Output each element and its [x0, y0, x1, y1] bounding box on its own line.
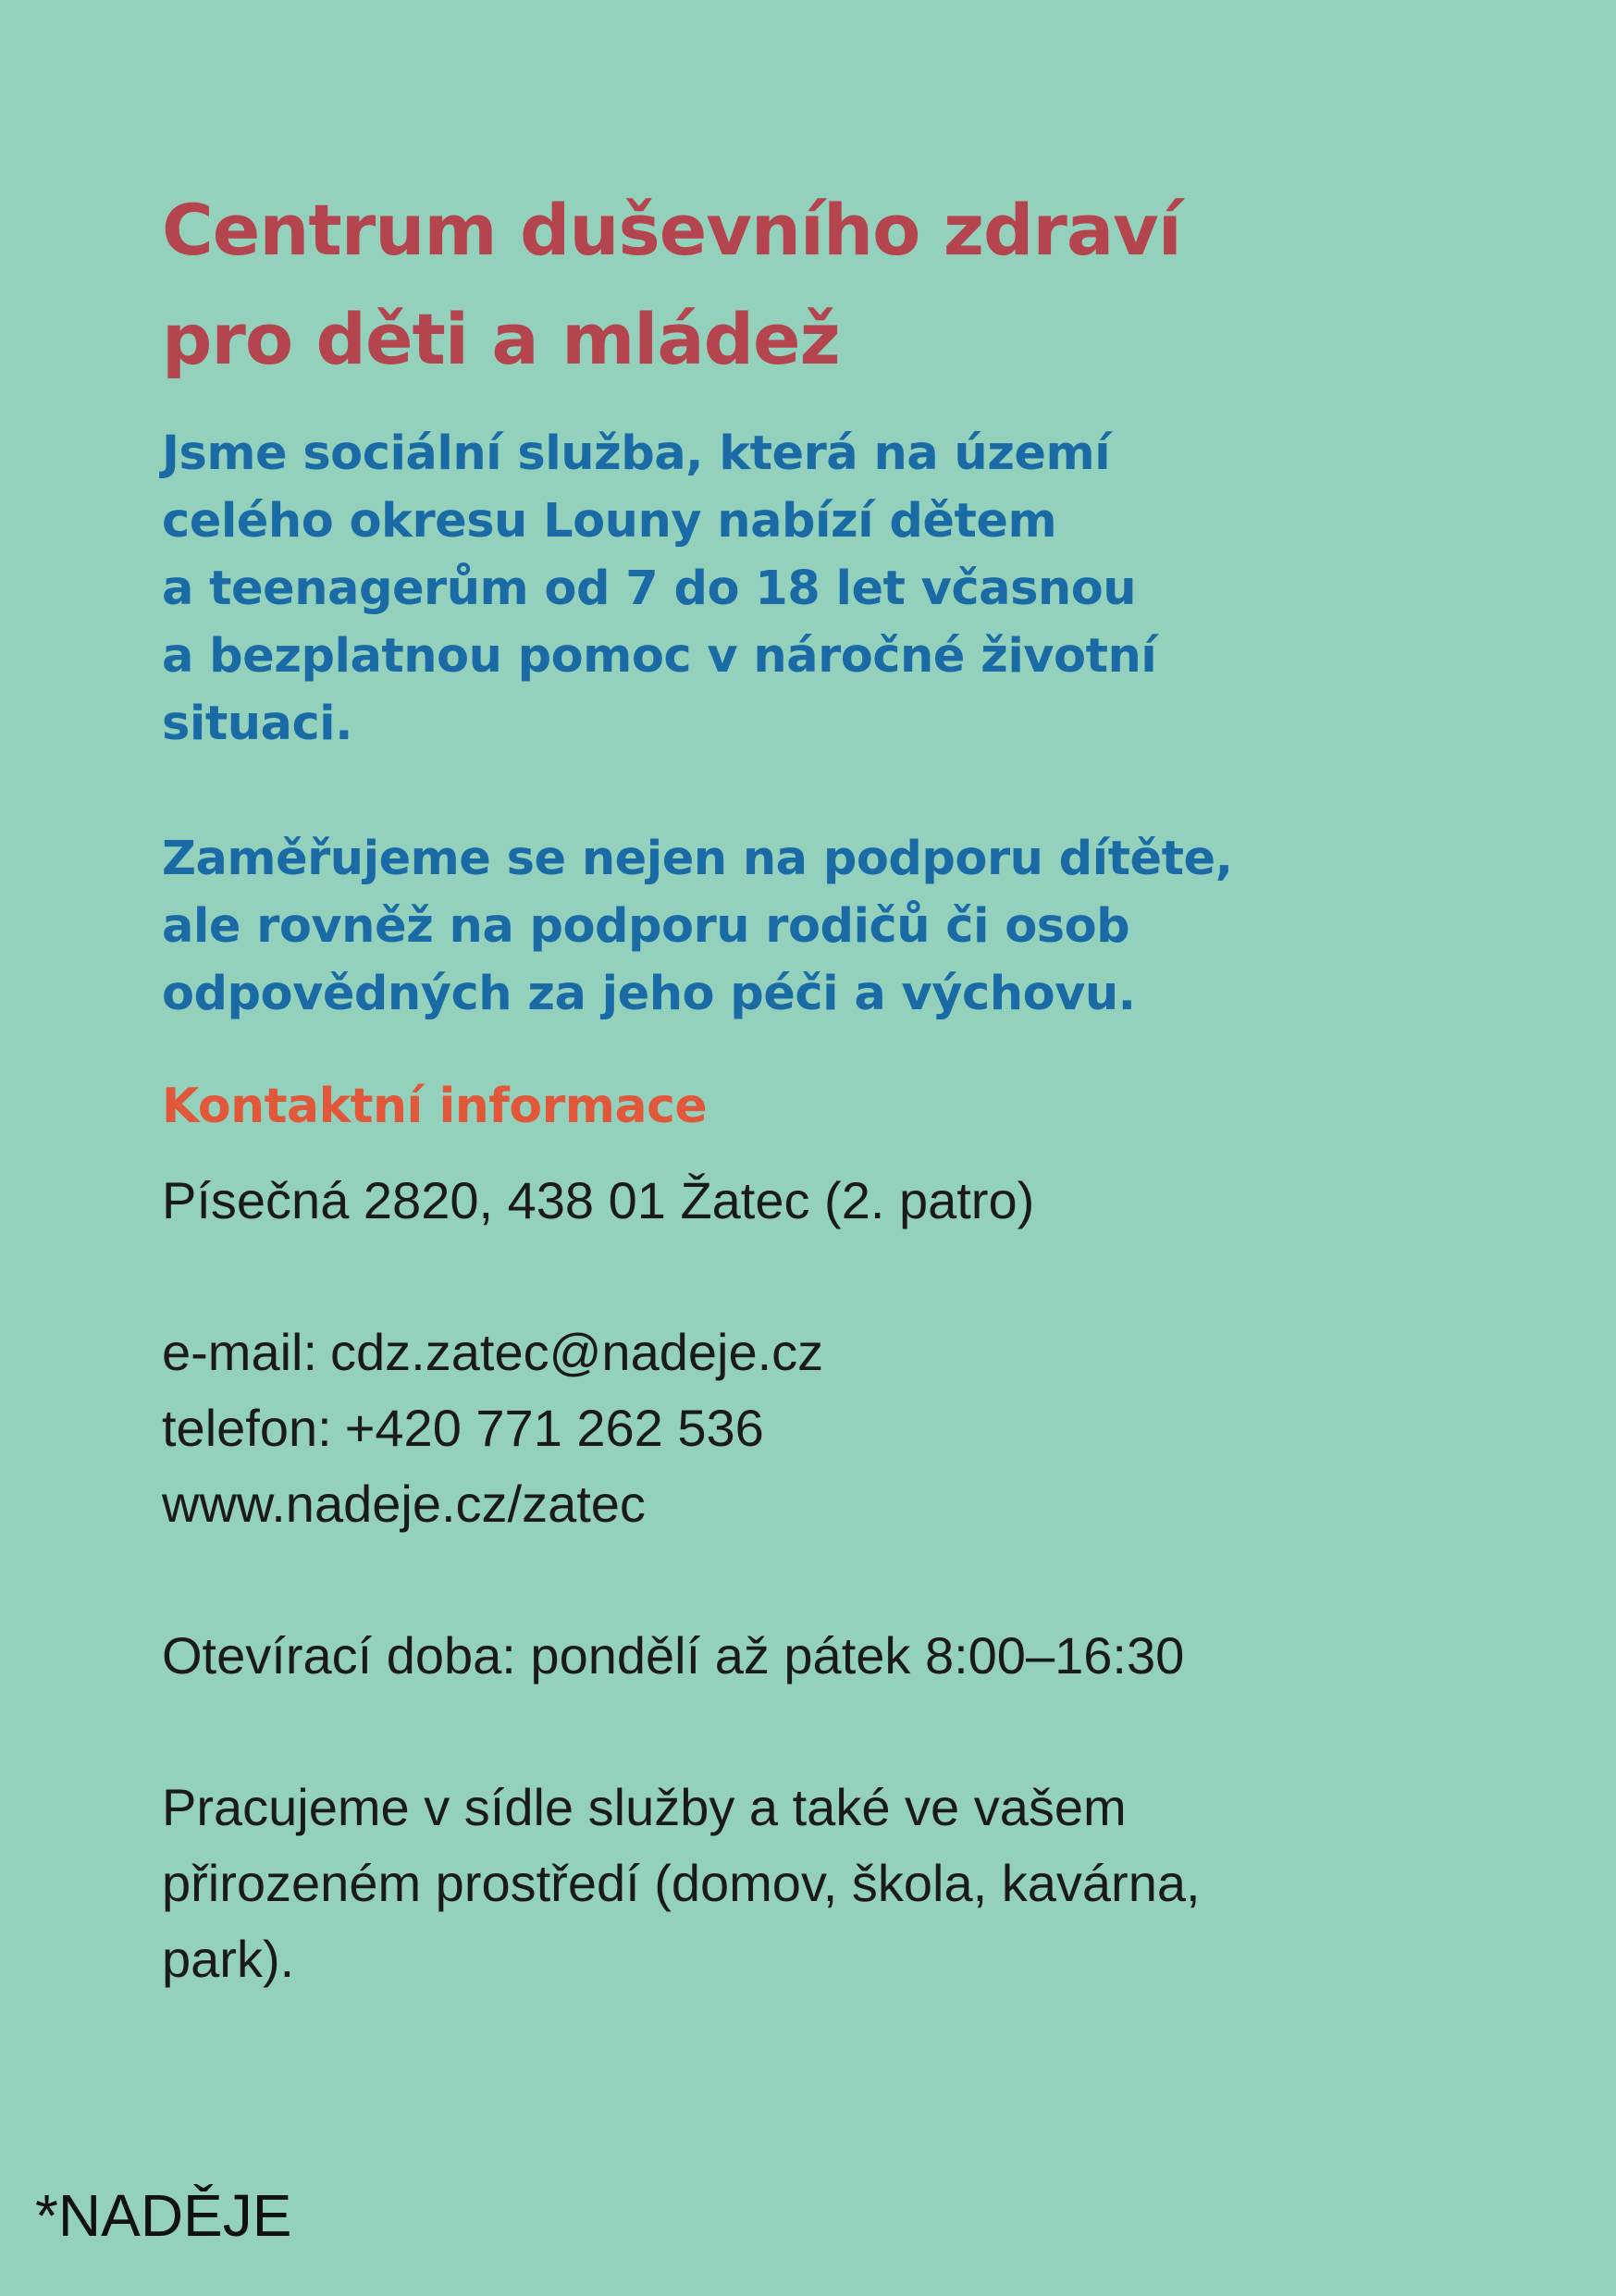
website-link[interactable]: www.nadeje.cz/zatec	[162, 1475, 646, 1533]
email-link[interactable]: cdz.zatec@nadeje.cz	[330, 1323, 824, 1381]
intro-p1-line: a teenagerům od 7 do 18 let včasnou	[162, 562, 1137, 616]
work-places-line: přirozeném prostředí (domov, škola, kavárna,	[162, 1854, 1201, 1912]
contact-heading: Kontaktní informace	[162, 1079, 708, 1134]
intro-paragraph-1	[162, 420, 1475, 758]
main-content	[162, 176, 1475, 1997]
intro-p1-line: celého okresu Louny nabízí dětem	[162, 494, 1057, 549]
page-title	[162, 176, 1475, 394]
title-line-1: Centrum duševního zdraví	[162, 189, 1181, 271]
phone-label: telefon:	[162, 1399, 332, 1457]
opening-hours: Otevírací doba: pondělí až pátek 8:00–16:30	[162, 1626, 1185, 1685]
spacer	[162, 1239, 1475, 1315]
address: Písečná 2820, 438 01 Žatec (2. patro)	[162, 1171, 1035, 1229]
work-places	[162, 1770, 1475, 1997]
phone-link[interactable]: +420 771 262 536	[344, 1399, 764, 1457]
spacer	[162, 1542, 1475, 1618]
intro-p1-line: a bezplatnou pomoc v náročné životní	[162, 629, 1157, 684]
work-places-line: park).	[162, 1930, 295, 1988]
work-places-line: Pracujeme v sídle služby a také ve vašem	[162, 1778, 1127, 1836]
phone-line	[162, 1390, 1475, 1466]
intro-p2-line: odpovědných za jeho péči a výchovu.	[162, 967, 1136, 1021]
contact-info	[162, 1163, 1475, 1997]
title-line-2: pro děti a mládež	[162, 298, 840, 380]
intro-p1-line: situaci.	[162, 697, 353, 751]
intro-text	[162, 420, 1475, 1028]
spacer	[162, 1694, 1475, 1770]
nadeje-logo: *NADĚJE	[35, 2182, 292, 2249]
intro-p2-line: Zaměřujeme se nejen na podporu dítěte,	[162, 832, 1233, 886]
intro-p2-line: ale rovněž na podporu rodičů či osob	[162, 899, 1130, 954]
intro-paragraph-2	[162, 825, 1475, 1028]
email-label: e-mail:	[162, 1323, 318, 1381]
email-line	[162, 1315, 1475, 1390]
intro-p1-line: Jsme sociální služba, která na území	[162, 426, 1111, 481]
